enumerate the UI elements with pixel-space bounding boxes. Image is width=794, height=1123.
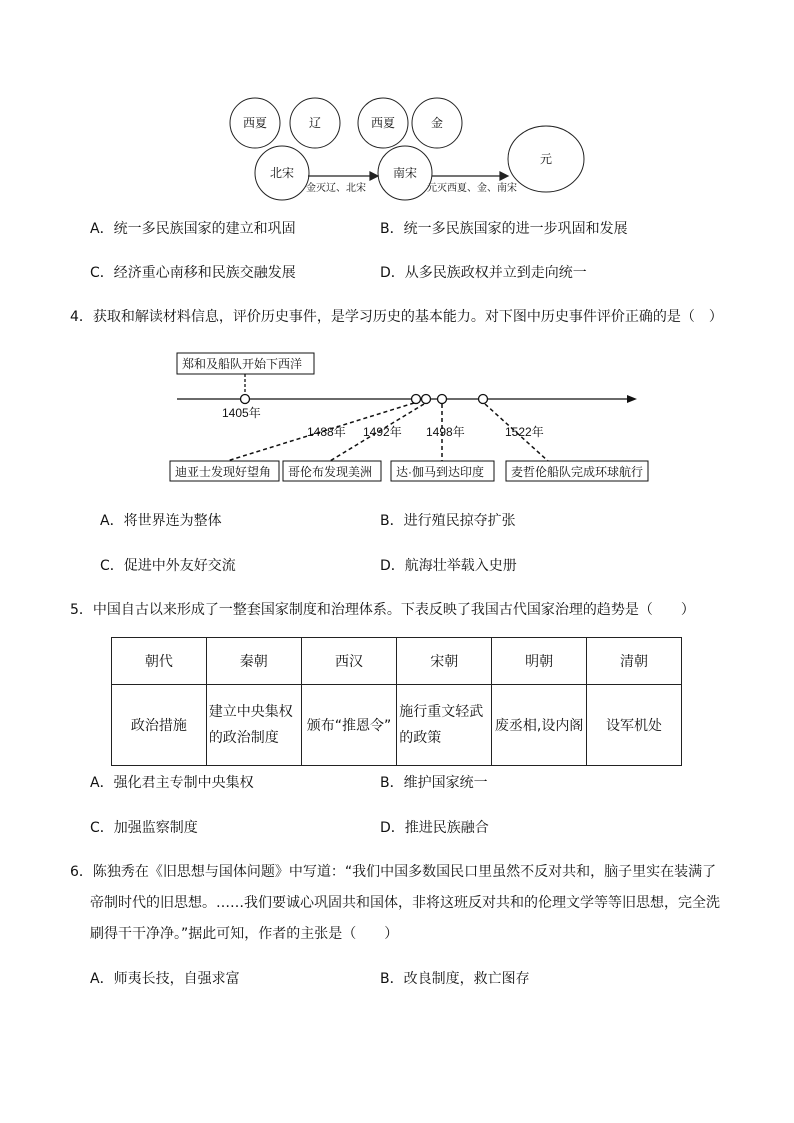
node-label-jin: 金 — [430, 116, 444, 130]
q3-option-a[interactable]: A．统一多民族国家的建立和巩固 — [90, 221, 296, 237]
table-header-cell: 朝代 — [112, 638, 207, 685]
q5-stem: 5．中国自古以来形成了一整套国家制度和治理体系。下表反映了我国古代国家治理的趋势是（ ） — [70, 602, 695, 618]
label-gama: 达·伽马到达印度 — [396, 465, 484, 479]
marker-1488 — [412, 395, 421, 404]
table-cell-song — [397, 685, 492, 766]
label-1492: 1492年 — [363, 425, 402, 439]
qin-line-1: 建立中央集权 — [208, 704, 293, 720]
table-header-cell: 清朝 — [587, 638, 682, 685]
table-header-cell: 秦朝 — [206, 638, 301, 685]
q5-option-b[interactable]: B．维护国家统一 — [380, 775, 488, 791]
arrow-label-2: 元灭西夏、金、南宋 — [427, 183, 517, 194]
q4-option-c[interactable]: C．促进中外友好交流 — [100, 558, 236, 574]
q3-option-c[interactable]: C．经济重心南移和民族交融发展 — [90, 265, 296, 281]
table-header-cell: 宋朝 — [397, 638, 492, 685]
q6-option-b[interactable]: B．改良制度，救亡图存 — [380, 971, 530, 987]
node-label-nansong: 南宋 — [392, 166, 418, 180]
q3-option-d[interactable]: D．从多民族政权并立到走向统一 — [380, 265, 587, 281]
q4-option-d[interactable]: D．航海壮举载入史册 — [380, 558, 517, 574]
q6-option-a[interactable]: A．师夷长技，自强求富 — [90, 971, 240, 987]
table-row — [112, 685, 682, 766]
q3-option-b[interactable]: B．统一多民族国家的进一步巩固和发展 — [380, 221, 628, 237]
table-cell-xihan: 颁布“推恩令” — [301, 685, 397, 766]
q4-stem: 4．获取和解读材料信息，评价历史事件，是学习历史的基本能力。对下图中历史事件评价正确的是（ ） — [70, 309, 723, 325]
marker-1492 — [422, 395, 431, 404]
arrow-label-1: 金灭辽、北宋 — [306, 183, 366, 194]
song-line-2: 的政策 — [399, 730, 442, 746]
q6-line-2: 帝制时代的旧思想。……我们要诚心巩固共和国体，非将这班反对共和的伦理文学等等旧思想，完全洗 — [90, 895, 720, 911]
label-columbus: 哥伦布发现美洲 — [288, 465, 373, 479]
q5-option-a[interactable]: A．强化君主专制中央集权 — [90, 775, 254, 791]
q5-option-c[interactable]: C．加强监察制度 — [90, 820, 198, 836]
q4-option-a[interactable]: A．将世界连为整体 — [100, 513, 222, 529]
q5-option-d[interactable]: D．推进民族融合 — [380, 820, 489, 836]
label-magellan: 麦哲伦船队完成环球航行 — [511, 465, 644, 479]
table-cell-ming: 废丞相,设内阁 — [492, 685, 587, 766]
marker-1405 — [241, 395, 250, 404]
table-cell-row-label: 政治措施 — [112, 685, 207, 766]
governance-table — [111, 637, 682, 766]
node-label-liao: 辽 — [308, 116, 322, 130]
marker-1498 — [438, 395, 447, 404]
label-zhenghe: 郑和及船队开始下西洋 — [182, 357, 303, 371]
q6-line-3: 刷得干干净净。”据此可知，作者的主张是（ ） — [90, 926, 399, 942]
node-label-beisong: 北宋 — [269, 166, 295, 180]
song-line-1: 施行重文轻武 — [399, 704, 484, 720]
label-1405: 1405年 — [222, 406, 261, 420]
label-dias: 迪亚士发现好望角 — [175, 465, 272, 479]
node-label-xixia-1: 西夏 — [242, 116, 268, 130]
node-label-xixia-2: 西夏 — [370, 116, 396, 130]
marker-1522 — [479, 395, 488, 404]
table-header-cell: 明朝 — [492, 638, 587, 685]
label-1498: 1498年 — [426, 425, 465, 439]
table-header-cell: 西汉 — [301, 638, 397, 685]
q4-option-b[interactable]: B．进行殖民掠夺扩张 — [380, 513, 516, 529]
timeline-arrow-head — [627, 395, 637, 403]
label-1488: 1488年 — [307, 425, 346, 439]
q6-line-1: 6．陈独秀在《旧思想与国体问题》中写道：“我们中国多数国民口里虽然不反对共和，脑子里实在装满了 — [70, 864, 717, 880]
table-cell-qin — [206, 685, 301, 766]
table-header-row — [112, 638, 682, 685]
table-cell-qing: 设军机处 — [587, 685, 682, 766]
node-label-yuan: 元 — [539, 152, 553, 166]
qin-line-2: 的政治制度 — [208, 730, 279, 746]
label-1522: 1522年 — [505, 425, 544, 439]
